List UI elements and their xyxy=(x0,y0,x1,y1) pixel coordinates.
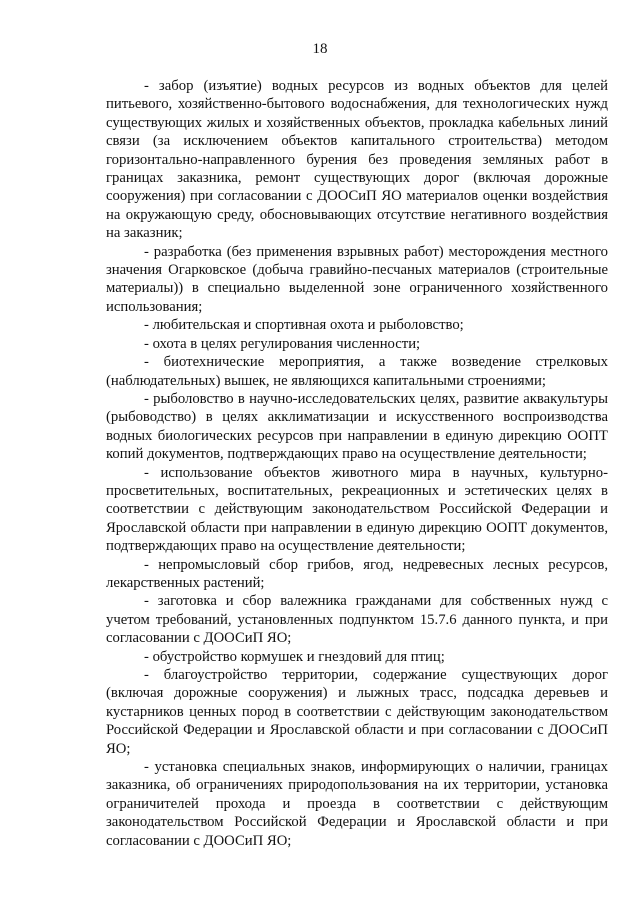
list-item: - биотехнические мероприятия, а также возведение стрелковых (наблюдательных) вышек, не являющихся капитальными строениями; xyxy=(106,354,608,389)
list-item: - непромысловый сбор грибов, ягод, недревесных лесных ресурсов, лекарственных растений; xyxy=(106,556,608,591)
list-item: - использование объектов животного мира в научных, культурно-просветительных, воспитательных, рекреационных и эстетических целях в соответствии с действующим законодательством Российской Федерации и Ярославской области при направлении в единую дирекцию ООПТ документов, подтверждающих право на осуществление деятельности; xyxy=(106,464,608,555)
document-body xyxy=(106,77,608,850)
list-item: - заготовка и сбор валежника гражданами для собственных нужд с учетом требований, установленных подпунктом 15.7.6 данного пункта, и при согласовании с ДООСиП ЯО; xyxy=(106,593,608,647)
list-item: - охота в целях регулирования численности; xyxy=(144,335,421,352)
list-item: - любительская и спортивная охота и рыболовство; xyxy=(144,317,464,334)
page-number: 18 xyxy=(312,41,328,57)
list-item: - разработка (без применения взрывных работ) месторождения местного значения Огарковское (добыча гравийно-песчаных материалов (строительные материалы)) в специально выделенной зоне ограниченного хозяйственного использования; xyxy=(106,243,608,315)
list-item: - обустройство кормушек и гнездовий для птиц; xyxy=(144,648,445,665)
list-item: - рыболовство в научно-исследовательских целях, развитие аквакультуры (рыбоводство) в целях акклиматизации и искусственного воспроизводства водных биологических ресурсов при направлении в единую дирекцию ООПТ копий документов, подтверждающих право на осуществление деятельности; xyxy=(106,390,608,463)
list-item: - забор (изъятие) водных ресурсов из водных объектов для целей питьевого, хозяйственно-бытового водоснабжения, для технологических нужд существующих жилых и хозяйственных объектов, прокладка кабельных линий связи (за исключением объектов капитального строительства) методом горизонтально-направленного бурения без проведения земляных работ в границах заказника, ремонт существующих дорог (включая дорожные сооружения) при согласовании с ДООСиП ЯО материалов оценки воздействия на окружающую среду, обосновывающих отсутствие негативного воздействия на заказник; xyxy=(106,78,608,242)
list-item: - благоустройство территории, содержание существующих дорог (включая дорожные сооружения) и лыжных трасс, подсадка деревьев и кустарников ценных пород в соответствии с действующим законодательством Российской Федерации и Ярославской области и при согласовании с ДООСиП ЯО; xyxy=(106,667,608,757)
list-item: - установка специальных знаков, информирующих о наличии, границах заказника, об ограничениях природопользования на их территории, установка ограничителей прохода и проезда в соответствии с действующим законодательством Российской Федерации и Ярославской области и при согласовании с ДООСиП ЯО; xyxy=(106,759,608,849)
